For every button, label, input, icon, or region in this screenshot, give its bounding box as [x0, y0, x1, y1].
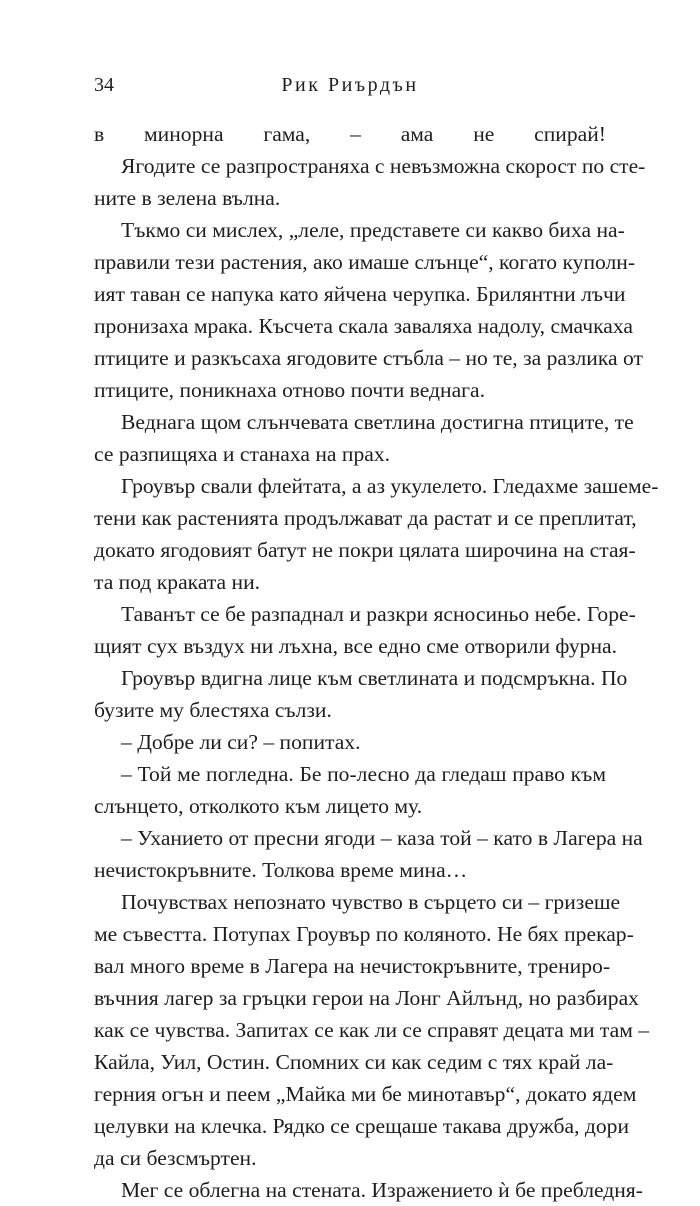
text-line: Кайла, Уил, Остин. Спомних си как седим с тях край ла- [94, 1050, 614, 1074]
text-line: Таванът се бе разпаднал и разкри ясносиньо небе. Горе- [121, 602, 636, 626]
text-line: тени как растенията продължават да растат и се преплитат, [94, 506, 637, 530]
page-number: 34 [94, 74, 114, 96]
text-line: правили тези растения, ако имаше слънце“, когато куполн- [94, 250, 636, 274]
text-line: пронизаха мрака. Късчета скала заваляха надолу, смачкаха [94, 314, 633, 338]
text-line: – Добре ли си? – попитах. [121, 730, 361, 754]
text-line: та под краката ни. [94, 570, 261, 594]
text-line: ият таван се напука като яйчена черупка. Брилянтни лъчи [94, 282, 626, 306]
text-line: слънцето, отколкото към лицето му. [94, 794, 423, 818]
text-line: герния огън и пеем „Майка ми бе минотавър“, докато ядем [94, 1082, 637, 1106]
text-line: – Той ме погледна. Бе по-лесно да гледаш право към [121, 762, 606, 786]
text-line: ме съвестта. Потупах Гроувър по коляното. Не бях прекар- [94, 922, 634, 946]
text-line: нечистокръвните. Толкова време мина… [94, 858, 468, 882]
text-line: ните в зелена вълна. [94, 186, 281, 210]
text-line: в минорна гама, – ама не спирай! [94, 122, 606, 146]
text-line: докато ягодовият батут не покри цялата широчина на стая- [94, 538, 636, 562]
text-line: Ягодите се разпространяха с невъзможна скорост по сте- [121, 154, 646, 178]
text-line: птиците, поникнаха отново почти веднага. [94, 378, 485, 402]
text-line: Тъкмо си мислех, „леле, представете си какво биха на- [121, 218, 625, 242]
text-line: Веднага щом слънчевата светлина достигна птиците, те [121, 410, 634, 434]
text-line: да си безсмъртен. [94, 1146, 257, 1170]
text-line: се разпищяха и станаха на прах. [94, 442, 391, 466]
text-line: птиците и разкъсаха ягодовите стъбла – но те, за разлика от [94, 346, 643, 370]
text-line: въчния лагер за гръцки герои на Лонг Айлънд, но разбирах [94, 986, 639, 1010]
text-line: Гроувър свали флейтата, а аз укулелето. Гледахме зашеме- [121, 474, 659, 498]
text-line: как се чувства. Запитах се как ли се справят децата ми там – [94, 1018, 650, 1042]
text-line: Гроувър вдигна лице към светлината и подсмръкна. По [121, 666, 628, 690]
text-line: бузите му блестяха сълзи. [94, 698, 332, 722]
text-line: щият сух въздух ни лъхна, все едно сме отворили фурна. [94, 634, 618, 658]
text-line: – Уханието от пресни ягоди – каза той – като в Лагера на [121, 826, 643, 850]
body-text [94, 118, 659, 1206]
page-header [94, 70, 606, 100]
text-line: Мег се облегна на стената. Изражението ѝ бе пребледня- [121, 1178, 643, 1202]
text-line: Почувствах непознато чувство в сърцето си – гризеше [121, 890, 621, 914]
text-line: вал много време в Лагера на нечистокръвните, трениро- [94, 954, 611, 978]
running-head-author: Рик Риърдън [281, 74, 419, 96]
text-line: целувки на клечка. Рядко се срещаше такава дружба, дори [94, 1114, 630, 1138]
